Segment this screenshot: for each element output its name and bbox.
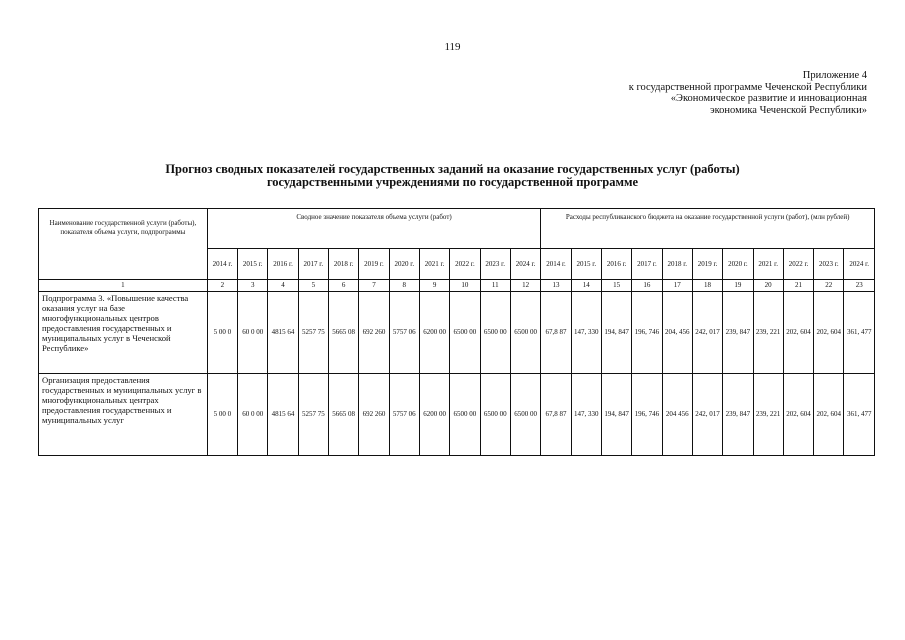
- budget-expenses-header: Расходы республиканского бюджета на оказание государственной услуги (работ), (млн рублей): [541, 209, 875, 249]
- year-header: 2017 г.: [632, 249, 662, 280]
- service-volume-value: 6500 00: [480, 374, 510, 456]
- budget-expense-value: 196, 746: [632, 374, 662, 456]
- appendix-line: экономика Чеченской Республики»: [710, 104, 867, 116]
- year-header: 2022 г.: [450, 249, 480, 280]
- budget-expense-value: 147, 330: [571, 374, 601, 456]
- budget-expense-value: 239, 221: [753, 292, 783, 374]
- column-number: 11: [480, 280, 510, 292]
- budget-expense-value: 239, 847: [723, 374, 753, 456]
- budget-expense-value: 202, 604: [783, 292, 813, 374]
- budget-expense-value: 204 456: [662, 374, 692, 456]
- service-volume-value: 5 00 0: [207, 292, 237, 374]
- budget-expense-value: 194, 847: [601, 292, 631, 374]
- service-volume-value: 5257 75: [298, 374, 328, 456]
- appendix-note: [629, 70, 867, 116]
- column-number: 16: [632, 280, 662, 292]
- budget-expense-value: 196, 746: [632, 292, 662, 374]
- column-number: 4: [268, 280, 298, 292]
- service-volume-value: 5665 08: [329, 374, 359, 456]
- name-column-header: Наименование государственной услуги (работы), показателя объема услуги, подпрограммы: [39, 209, 208, 280]
- budget-expense-value: 67,8 87: [541, 292, 571, 374]
- service-volume-value: 60 0 00: [238, 292, 268, 374]
- column-number: 9: [419, 280, 449, 292]
- column-number: 17: [662, 280, 692, 292]
- year-header: 2022 г.: [783, 249, 813, 280]
- service-volume-value: 5757 06: [389, 374, 419, 456]
- title-line: государственными учреждениями по государственной программе: [266, 174, 639, 189]
- column-number: 18: [692, 280, 722, 292]
- service-volume-value: 6500 00: [510, 292, 540, 374]
- year-header: 2019 г.: [359, 249, 389, 280]
- column-number: 12: [510, 280, 540, 292]
- service-volume-value: 4815 64: [268, 292, 298, 374]
- column-number: 5: [298, 280, 328, 292]
- service-volume-value: 692 260: [359, 292, 389, 374]
- column-number: 14: [571, 280, 601, 292]
- column-number: 19: [723, 280, 753, 292]
- budget-expense-value: 202, 604: [783, 374, 813, 456]
- column-number: 13: [541, 280, 571, 292]
- year-header: 2021 г.: [753, 249, 783, 280]
- year-header: 2015 г.: [238, 249, 268, 280]
- column-number: 22: [814, 280, 844, 292]
- year-header: 2021 г.: [419, 249, 449, 280]
- budget-expense-value: 194, 847: [601, 374, 631, 456]
- service-volume-value: 6500 00: [450, 374, 480, 456]
- year-header: 2014 г.: [207, 249, 237, 280]
- budget-expense-value: 242, 017: [692, 292, 722, 374]
- row-name: Подпрограмма 3. «Повышение качества оказания услуг на базе многофункциональных центров предоставления государственных и муниципальных услуг в Чеченской Республике»: [39, 292, 208, 374]
- year-header: 2016 г.: [268, 249, 298, 280]
- year-header: 2019 г.: [692, 249, 722, 280]
- forecast-table: [38, 208, 875, 456]
- service-volume-value: 5 00 0: [207, 374, 237, 456]
- year-header: 2018 г.: [329, 249, 359, 280]
- table-row: [39, 374, 875, 456]
- row-name: Организация предоставления государственных и муниципальных услуг в многофункциональных центрах предоставления государственных и муниципальных услуг: [39, 374, 208, 456]
- year-header: 2016 г.: [601, 249, 631, 280]
- year-header: 2024 г.: [510, 249, 540, 280]
- service-volume-header: Сводное значение показателя объема услуги (работ): [207, 209, 541, 249]
- column-number-row: [39, 280, 875, 292]
- title-line: Прогноз сводных показателей государственных заданий на оказание государственных услуг (работы): [165, 162, 740, 176]
- budget-expense-value: 361, 477: [844, 374, 875, 456]
- column-number: 1: [39, 280, 208, 292]
- budget-expense-value: 202, 604: [814, 292, 844, 374]
- service-volume-value: 60 0 00: [238, 374, 268, 456]
- column-number: 8: [389, 280, 419, 292]
- year-header: 2018 г.: [662, 249, 692, 280]
- budget-expense-value: 147, 330: [571, 292, 601, 374]
- year-header: 2017 г.: [298, 249, 328, 280]
- document-title: [0, 163, 905, 188]
- year-header: 2015 г.: [571, 249, 601, 280]
- column-number: 15: [601, 280, 631, 292]
- year-header: 2023 г.: [480, 249, 510, 280]
- column-number: 23: [844, 280, 875, 292]
- column-number: 10: [450, 280, 480, 292]
- appendix-line: Приложение 4: [802, 70, 867, 81]
- service-volume-value: 5757 06: [389, 292, 419, 374]
- year-header: 2024 г.: [844, 249, 875, 280]
- budget-expense-value: 202, 604: [814, 374, 844, 456]
- year-header: 2023 г.: [814, 249, 844, 280]
- column-number: 3: [238, 280, 268, 292]
- column-number: 7: [359, 280, 389, 292]
- service-volume-value: 5665 08: [329, 292, 359, 374]
- column-number: 21: [783, 280, 813, 292]
- page-number: 119: [444, 41, 461, 53]
- budget-expense-value: 242, 017: [692, 374, 722, 456]
- year-header: 2014 г.: [541, 249, 571, 280]
- budget-expense-value: 239, 221: [753, 374, 783, 456]
- column-number: 20: [753, 280, 783, 292]
- service-volume-value: 6500 00: [480, 292, 510, 374]
- column-number: 2: [207, 280, 237, 292]
- service-volume-value: 6200 00: [419, 292, 449, 374]
- year-header: 2020 г.: [389, 249, 419, 280]
- header-row: [39, 209, 875, 249]
- service-volume-value: 6500 00: [510, 374, 540, 456]
- service-volume-value: 5257 75: [298, 292, 328, 374]
- budget-expense-value: 67,8 87: [541, 374, 571, 456]
- appendix-line: «Экономическое развитие и инновационная: [670, 93, 867, 104]
- budget-expense-value: 361, 477: [844, 292, 875, 374]
- table-row: [39, 292, 875, 374]
- service-volume-value: 6200 00: [419, 374, 449, 456]
- column-number: 6: [329, 280, 359, 292]
- service-volume-value: 692 260: [359, 374, 389, 456]
- budget-expense-value: 204, 456: [662, 292, 692, 374]
- service-volume-value: 4815 64: [268, 374, 298, 456]
- appendix-line: к государственной программе Чеченской Республики: [628, 81, 867, 93]
- service-volume-value: 6500 00: [450, 292, 480, 374]
- budget-expense-value: 239, 847: [723, 292, 753, 374]
- year-header: 2020 г.: [723, 249, 753, 280]
